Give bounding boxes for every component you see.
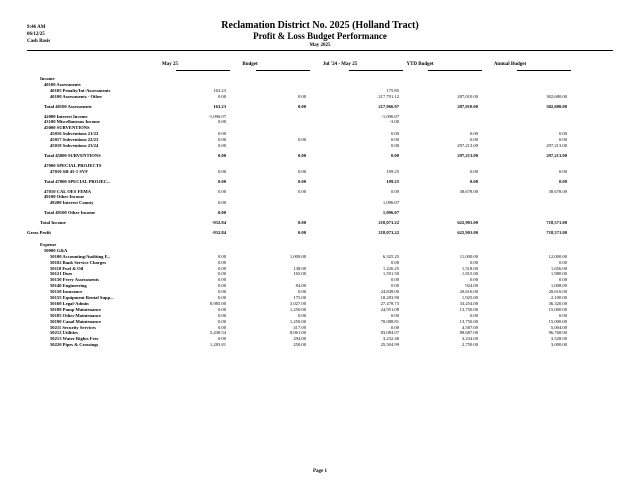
header-rule xyxy=(27,50,613,51)
page-number: Page 1 xyxy=(312,469,328,474)
report-time: 9:46 AM xyxy=(27,25,46,30)
row-value: 0.00 xyxy=(469,277,478,283)
row-value: -932.84 xyxy=(211,220,226,226)
row-value: 11,000.00 xyxy=(459,253,478,259)
row-value: 5,438.54 xyxy=(209,330,226,336)
column-underline xyxy=(428,70,482,71)
row-value: -3.00 xyxy=(389,119,399,125)
row-value: 1,815.00 xyxy=(461,271,478,277)
row-value: 0.00 xyxy=(469,131,478,137)
column-underline xyxy=(517,70,571,71)
row-label: Total Income xyxy=(40,220,66,226)
row-value: 0.00 xyxy=(558,137,567,143)
report-row xyxy=(0,295,640,300)
row-value: 0.00 xyxy=(390,188,399,194)
row-value: 8,985.00 xyxy=(209,300,226,306)
row-value: 0.00 xyxy=(390,283,399,289)
row-label: 50110 Fuel & Oil xyxy=(50,265,84,271)
row-value: 287,010.00 xyxy=(457,103,478,109)
row-value: 0.00 xyxy=(217,93,226,99)
row-value: 218,073.22 xyxy=(378,220,399,226)
row-value: 138.00 xyxy=(293,265,306,271)
row-label: 49100 Other Income xyxy=(44,194,84,200)
report-row xyxy=(0,179,640,184)
report-row xyxy=(0,163,640,168)
report-row xyxy=(0,82,640,87)
row-label: Total 45000 SUBVENTIONS xyxy=(44,152,101,158)
report-row xyxy=(0,194,640,199)
row-value: 250.00 xyxy=(293,342,306,348)
row-value: 0.00 xyxy=(217,152,226,158)
row-value: 1,226.25 xyxy=(382,265,399,271)
row-label: 50000 G&A xyxy=(44,247,68,253)
report-row xyxy=(0,76,640,81)
row-value: 0.00 xyxy=(469,259,478,265)
report-row xyxy=(0,277,640,282)
report-period: May 2025 xyxy=(309,43,331,48)
row-label: 50130 Ferry Assessments xyxy=(50,277,99,283)
row-value: 13,750.00 xyxy=(459,318,478,324)
row-value: 12,000.00 xyxy=(548,253,567,259)
report-row xyxy=(0,143,640,148)
row-value: 109.25 xyxy=(386,168,399,174)
report-subtitle: Profit & Loss Budget Performance xyxy=(253,31,387,41)
report-row xyxy=(0,153,640,158)
row-value: 3,027.00 xyxy=(289,300,306,306)
row-value: 0.00 xyxy=(297,152,306,158)
row-value: 0.00 xyxy=(390,324,399,330)
row-label: 50211 Security Services xyxy=(50,324,96,330)
row-value: 0.00 xyxy=(217,200,226,206)
row-value: 0.00 xyxy=(217,119,226,125)
report-row xyxy=(0,307,640,312)
row-value: 0.00 xyxy=(217,168,226,174)
row-value: 1,591.50 xyxy=(382,271,399,277)
row-value: 924.00 xyxy=(465,283,478,289)
row-value: 0.00 xyxy=(297,188,306,194)
row-value: 0.00 xyxy=(217,318,226,324)
row-value: 417.00 xyxy=(293,324,306,330)
row-label: 50212 Utilities xyxy=(50,330,78,336)
row-value: 287,010.00 xyxy=(457,93,478,99)
row-value: 0.00 xyxy=(217,336,226,342)
row-value: 38,678.00 xyxy=(548,188,567,194)
row-value: 297,213.00 xyxy=(546,152,567,158)
report-row xyxy=(0,283,640,288)
column-header: Budget xyxy=(242,62,258,67)
row-label: 45017 Subventions 22/23 xyxy=(50,137,99,143)
row-value: 3,000.00 xyxy=(550,342,567,348)
report-row xyxy=(0,137,640,142)
report-date: 06/12/25 xyxy=(27,32,45,37)
row-value: 2,750.00 xyxy=(461,342,478,348)
row-value: 0.00 xyxy=(297,103,306,109)
row-value: 0.00 xyxy=(217,295,226,300)
report-row xyxy=(0,230,640,235)
row-value: 27,478.73 xyxy=(380,300,399,306)
row-value: 0.00 xyxy=(217,178,226,184)
report-row xyxy=(0,114,640,119)
report-row xyxy=(0,242,640,247)
row-value: 38,678.00 xyxy=(459,188,478,194)
row-label: 50213 Water Rights Fees xyxy=(50,336,99,342)
row-value: 0.00 xyxy=(217,259,226,265)
column-header: May 25 xyxy=(162,62,178,67)
row-label: 42000 Interest Income xyxy=(44,113,88,119)
row-label: 50155 Equipment Rental Supp... xyxy=(50,295,114,300)
report-row xyxy=(0,336,640,341)
row-value: 0.00 xyxy=(217,289,226,295)
report-row xyxy=(0,169,640,174)
row-value: 297,213.00 xyxy=(457,152,478,158)
row-value: 0.00 xyxy=(297,137,306,143)
row-label: 50121 Dues xyxy=(50,271,73,277)
row-value: 1,925.00 xyxy=(461,295,478,300)
row-label: 50220 Pipes & Crossings xyxy=(50,342,99,348)
row-value: -1,096.07 xyxy=(381,113,399,119)
report-basis: Cash Basis xyxy=(27,39,51,44)
row-label: 50140 Engineering xyxy=(50,283,87,289)
row-value: 0.00 xyxy=(297,312,306,318)
row-label: 50150 Insurance xyxy=(50,289,83,295)
row-label: 45016 Subventions 21/22 xyxy=(50,131,99,137)
row-value: 165.00 xyxy=(293,271,306,277)
row-label: 47000 SPECIAL PROJECTS xyxy=(44,162,102,168)
row-value: 163.23 xyxy=(213,103,226,109)
row-label: 47010 CAL OES FEMA xyxy=(44,188,92,194)
row-value: 0.00 xyxy=(297,178,306,184)
row-label: 50180 Pump Maintenance xyxy=(50,306,102,312)
row-value: 20,616.00 xyxy=(548,289,567,295)
row-value: 294.00 xyxy=(293,336,306,342)
row-value: -1,096.07 xyxy=(208,113,226,119)
row-label: Income xyxy=(40,76,55,81)
row-value: 622,901.00 xyxy=(457,230,478,235)
row-label: Total 49100 Other Income xyxy=(44,210,96,216)
row-value: 0.00 xyxy=(558,277,567,283)
row-value: 0.00 xyxy=(217,188,226,194)
column-header: YTD Budget xyxy=(406,62,434,67)
row-value: 0.00 xyxy=(217,283,226,289)
row-value: 0.00 xyxy=(297,289,306,295)
row-label: 47010 SB-45-1 SVF xyxy=(50,168,89,174)
row-label: 50190 Canal Maintenance xyxy=(50,318,102,324)
report-row xyxy=(0,104,640,109)
row-value: 0.00 xyxy=(469,312,478,318)
row-value: -932.84 xyxy=(211,230,226,235)
row-label: Expense xyxy=(40,241,57,247)
row-value: 3,232.48 xyxy=(382,336,399,342)
row-label: Total 40100 Assessments xyxy=(44,103,92,109)
row-value: 24,951.08 xyxy=(380,306,399,312)
row-value: 175.85 xyxy=(386,87,399,93)
column-underline xyxy=(176,70,230,71)
row-value: 0.00 xyxy=(297,230,306,235)
row-value: 0.00 xyxy=(390,152,399,158)
row-value: 15,000.00 xyxy=(548,318,567,324)
column-header: Jul '24 - May 25 xyxy=(322,62,358,67)
report-row xyxy=(0,301,640,306)
report-row xyxy=(0,266,640,271)
row-label: 43100 Miscellaneous Income xyxy=(44,119,100,125)
report-row xyxy=(0,189,640,194)
row-value: 0.00 xyxy=(390,137,399,143)
row-label: 50160 Legal-Admin xyxy=(50,300,89,306)
report-row xyxy=(0,319,640,324)
row-value: 109.25 xyxy=(386,178,399,184)
row-label: Total 47000 SPECIAL PROJEC... xyxy=(44,178,111,184)
row-value: 175.00 xyxy=(293,295,306,300)
row-value: 0.00 xyxy=(217,265,226,271)
row-value: 1,283.81 xyxy=(209,342,226,348)
row-value: 18,283.90 xyxy=(380,295,399,300)
report-row xyxy=(0,88,640,93)
report-row xyxy=(0,220,640,225)
row-value: 0.00 xyxy=(558,178,567,184)
report-row xyxy=(0,330,640,335)
row-label: 50100 Accounting/Auditing F... xyxy=(50,253,111,259)
row-label: 45018 Subventions 23/24 xyxy=(50,143,99,148)
column-underline xyxy=(256,70,310,71)
row-value: 36,320.00 xyxy=(548,300,567,306)
report-row xyxy=(0,342,640,347)
row-value: 1,096.07 xyxy=(382,210,399,216)
report-row xyxy=(0,289,640,294)
row-value: 1,656.00 xyxy=(550,265,567,271)
row-value: 0.00 xyxy=(390,312,399,318)
row-label: 40100 Assessments xyxy=(44,81,81,87)
report-row xyxy=(0,200,640,205)
row-value: 20,616.00 xyxy=(459,289,478,295)
row-value: 33,254.00 xyxy=(459,300,478,306)
row-value: 0.00 xyxy=(558,168,567,174)
row-value: 0.00 xyxy=(217,306,226,312)
row-value: 1,000.00 xyxy=(289,253,306,259)
row-value: 0.00 xyxy=(558,312,567,318)
row-value: 0.00 xyxy=(217,210,226,216)
row-value: 0.00 xyxy=(217,312,226,318)
row-value: 0.00 xyxy=(297,93,306,99)
row-value: 24,849.00 xyxy=(380,289,399,295)
row-value: 0.00 xyxy=(469,168,478,174)
row-value: 25,504.99 xyxy=(380,342,399,348)
row-value: 15,000.00 xyxy=(548,306,567,312)
row-value: 0.00 xyxy=(390,131,399,137)
row-label: 50102 Bank Service Charges xyxy=(50,259,107,265)
row-value: 1,250.00 xyxy=(289,318,306,324)
row-value: 1,980.00 xyxy=(550,271,567,277)
row-value: 70,088.81 xyxy=(380,318,399,324)
row-label: 45000 SUBVENTIONS xyxy=(44,125,90,131)
report-row xyxy=(0,125,640,130)
row-value: 218,073.22 xyxy=(378,230,399,235)
row-value: 302,680.00 xyxy=(546,93,567,99)
row-value: 0.00 xyxy=(469,137,478,143)
row-value: 5,004.00 xyxy=(550,324,567,330)
row-value: 1,518.00 xyxy=(461,265,478,271)
row-value: 0.00 xyxy=(390,143,399,148)
report-row xyxy=(0,271,640,276)
row-value: 6,325.25 xyxy=(382,253,399,259)
column-underline xyxy=(349,70,403,71)
row-value: 0.00 xyxy=(469,178,478,184)
row-value: 1,096.07 xyxy=(382,200,399,206)
row-value: 0.00 xyxy=(558,131,567,137)
row-value: 1,250.00 xyxy=(289,306,306,312)
row-value: 0.00 xyxy=(217,271,226,277)
row-value: 1,008.00 xyxy=(550,283,567,289)
report-row xyxy=(0,94,640,99)
row-label: 49200 Interest County xyxy=(50,200,94,206)
row-value: 217,966.97 xyxy=(378,103,399,109)
row-value: 13,750.00 xyxy=(459,306,478,312)
row-label: 50185 Other Maintenance xyxy=(50,312,101,318)
row-value: 0.00 xyxy=(390,277,399,283)
row-label: 40105 Penalty/Int-Assessments xyxy=(50,87,111,93)
report-row xyxy=(0,260,640,265)
column-header: Annual Budget xyxy=(493,62,527,67)
row-value: 0.00 xyxy=(390,259,399,265)
report-row xyxy=(0,254,640,259)
row-value: 622,901.00 xyxy=(457,220,478,226)
row-value: 4,587.00 xyxy=(461,324,478,330)
row-value: 3,234.00 xyxy=(461,336,478,342)
row-value: 0.00 xyxy=(297,220,306,226)
row-value: 0.00 xyxy=(217,253,226,259)
row-value: 0.00 xyxy=(217,143,226,148)
row-label: 40100 Assessments - Other xyxy=(50,93,103,99)
row-value: 88,687.00 xyxy=(459,330,478,336)
row-value: 0.00 xyxy=(217,277,226,283)
row-value: 0.00 xyxy=(217,324,226,330)
row-value: 0.00 xyxy=(558,259,567,265)
row-value: 297,213.00 xyxy=(546,143,567,148)
report-row xyxy=(0,119,640,124)
report-row xyxy=(0,325,640,330)
row-value: 8,061.00 xyxy=(289,330,306,336)
row-value: 0.00 xyxy=(297,168,306,174)
row-value: 0.00 xyxy=(217,131,226,137)
report-row xyxy=(0,131,640,136)
row-value: 163.23 xyxy=(213,87,226,93)
row-value: 84.00 xyxy=(295,283,306,289)
row-value: 217,791.12 xyxy=(378,93,399,99)
report-header xyxy=(0,20,640,50)
row-value: 83,084.07 xyxy=(380,330,399,336)
report-row xyxy=(0,313,640,318)
row-value: 718,571.00 xyxy=(546,220,567,226)
row-value: 2,100.00 xyxy=(550,295,567,300)
report-row xyxy=(0,248,640,253)
row-value: 302,680.00 xyxy=(546,103,567,109)
row-value: 297,213.00 xyxy=(457,143,478,148)
row-value: 0.00 xyxy=(217,137,226,143)
report-title: Reclamation District No. 2025 (Holland Tract) xyxy=(221,20,419,31)
row-value: 718,571.00 xyxy=(546,230,567,235)
row-value: 96,768.00 xyxy=(548,330,567,336)
row-value: 3,528.00 xyxy=(550,336,567,342)
row-label: Gross Profit xyxy=(27,230,51,235)
report-row xyxy=(0,210,640,215)
